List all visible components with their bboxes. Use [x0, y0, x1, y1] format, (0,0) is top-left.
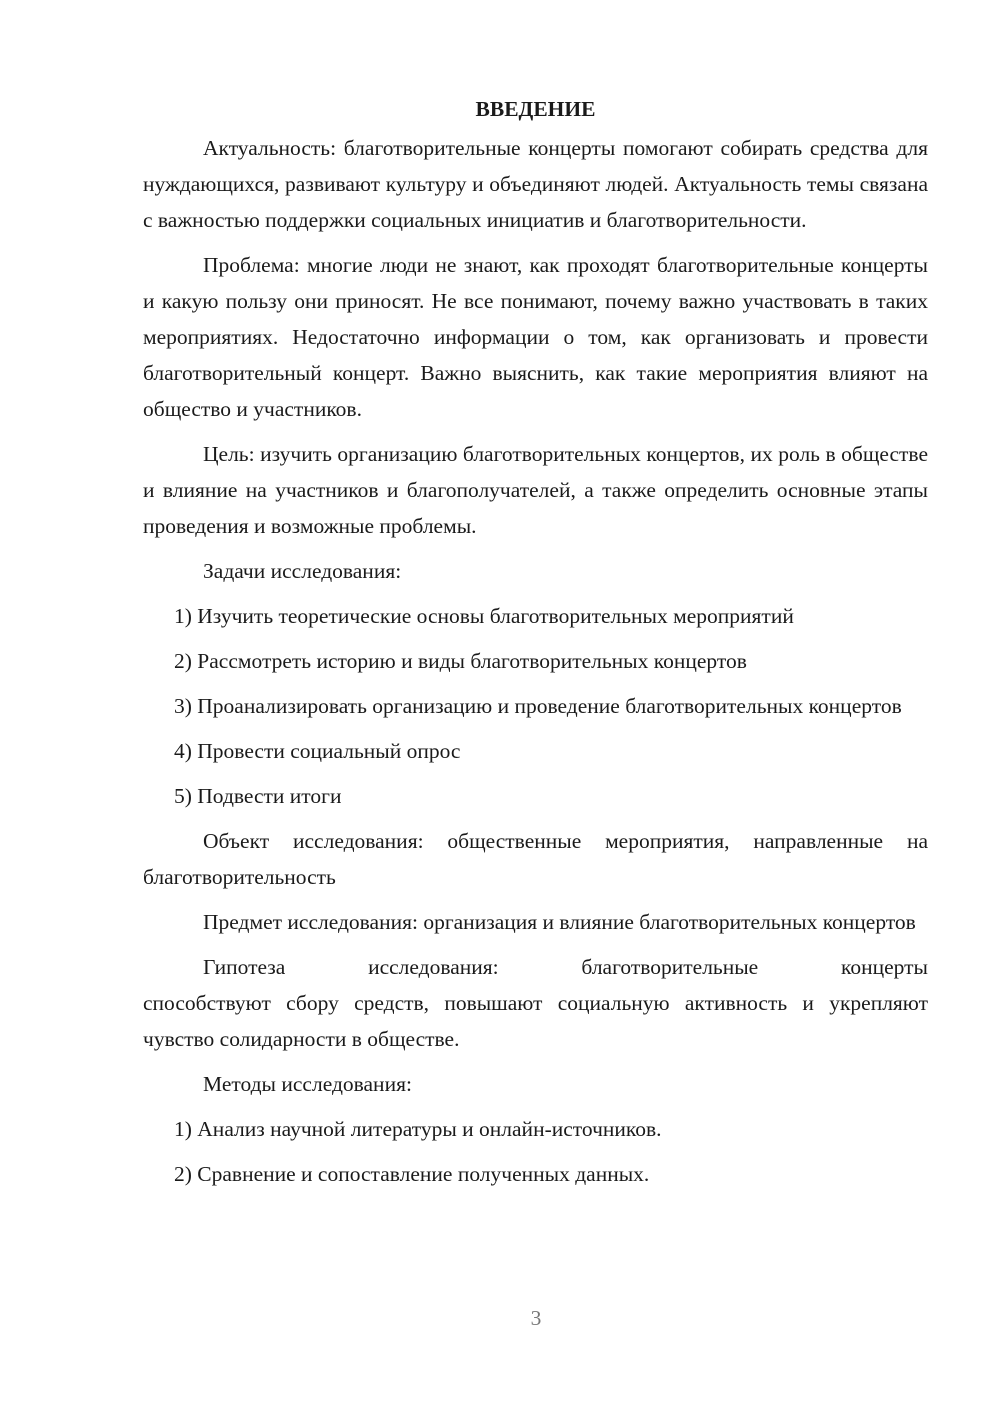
section-title: ВВЕДЕНИЕ	[475, 97, 596, 121]
page-number: 3	[530, 1306, 542, 1330]
method-item: 2) Сравнение и сопоставление полученных данных.	[174, 1162, 650, 1186]
problem-paragraph: Проблема: многие люди не знают, как проходят благотворительные концерты и какую пользу они приносят. Не все понимают, почему важно участвовать в таких мероприятиях. Недостаточно информации о том, как организовать и провести благотворительный концерт. Важно выяснить, как такие мероприятия влияют на общество и участников.	[143, 253, 928, 421]
task-item: 3) Проанализировать организацию и проведение благотворительных концертов	[174, 694, 902, 718]
hypothesis-word: благотворительные	[581, 955, 759, 979]
goal-paragraph: Цель: изучить организацию благотворительных концертов, их роль в обществе и влияние на участников и благополучателей, а также определить основные этапы проведения и возможные проблемы.	[143, 442, 928, 538]
hypothesis-word: Гипотеза	[203, 955, 286, 979]
hypothesis-rest: способствуют сбору средств, повышают социальную активность и укрепляют чувство солидарности в обществе.	[143, 991, 928, 1051]
hypothesis-word: исследования:	[368, 955, 499, 979]
object-paragraph: Объект исследования: общественные мероприятия, направленные на благотворительность	[143, 829, 928, 889]
hypothesis-paragraph	[143, 949, 928, 1057]
methods-heading: Методы исследования:	[203, 1072, 412, 1096]
task-item: 5) Подвести итоги	[174, 784, 342, 808]
task-item: 1) Изучить теоретические основы благотворительных мероприятий	[174, 604, 794, 628]
task-item: 2) Рассмотреть историю и виды благотворительных концертов	[174, 649, 747, 673]
tasks-heading: Задачи исследования:	[203, 559, 402, 583]
document-body	[143, 94, 928, 1201]
subject-paragraph: Предмет исследования: организация и влияние благотворительных концертов	[203, 910, 916, 934]
hypothesis-word: концерты	[841, 955, 928, 979]
relevance-paragraph: Актуальность: благотворительные концерты помогают собирать средства для нуждающихся, развивают культуру и объединяют людей. Актуальность темы связана с важностью поддержки социальных инициатив и благотворительности.	[143, 136, 928, 232]
method-item: 1) Анализ научной литературы и онлайн-источников.	[174, 1117, 662, 1141]
hypothesis-first-line	[143, 949, 928, 985]
task-item: 4) Провести социальный опрос	[174, 739, 461, 763]
